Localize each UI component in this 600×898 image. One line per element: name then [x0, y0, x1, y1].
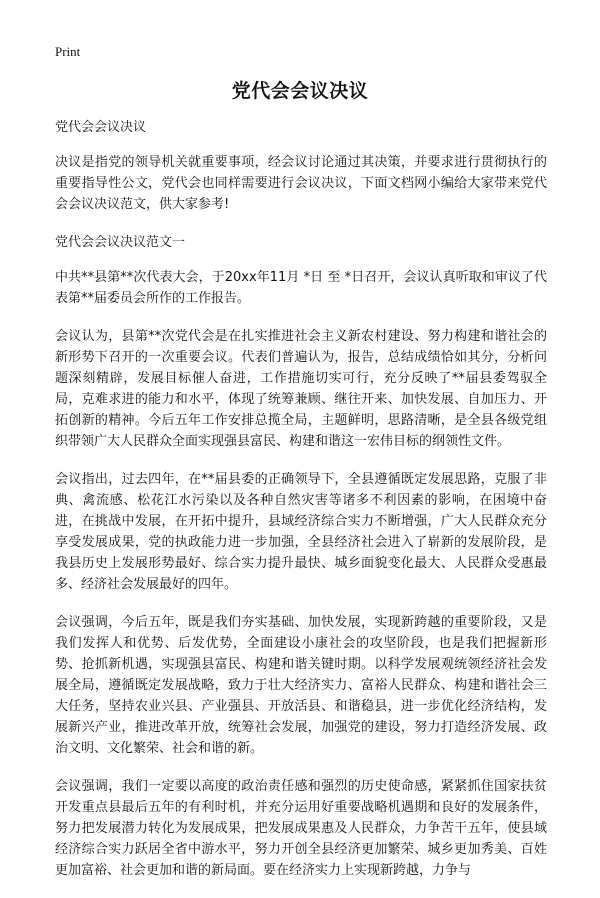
intro-paragraph: 决议是指党的领导机关就重要事项，经会议讨论通过其决策，并要求进行贯彻执行的重要指导性公文，党代会也同样需要进行会议决议，下面文档网小编给大家带来党代会会议决议范文，供大家参考!: [55, 155, 547, 212]
document-body: [55, 117, 547, 898]
body-paragraph: 会议强调，今后五年，既是我们夯实基础、加快发展，实现新跨越的重要阶段，又是我们发挥人和优势、后发优势，全面建设小康社会的攻坚阶段，也是我们把握新形势、抢抓新机遇，实现强县富民、构建和谐关键时期。以科学发展观统领经济社会发展全局，遵循既定发展战略，致力于壮大经济实力、富裕人民群众、构建和谐社会三大任务，坚持农业兴县、产业强县、开放活县、和谐稳县，进一步优化经济结构，发展新兴产业，推进改革开放，统筹社会发展，加强党的建设，努力打造经济发展、政治文明、文化繁荣、社会和谐的新。: [55, 615, 547, 756]
body-paragraph: 会议强调，我们一定要以高度的政治责任感和强烈的历史使命感，紧紧抓住国家扶贫开发重点县最后五年的有利时机，并充分运用好重要战略机遇期和良好的发展条件，努力把发展潜力转化为发展成果，把发展成果惠及人民群众，力争苦干五年，使县域经济综合实力跃居全省中游水平，努力开创全县经济更加繁荣、城乡更加秀美、百姓更加富裕、社会更加和谐的新局面。要在经济实力上实现新跨越，力争与: [55, 779, 547, 878]
example-heading: 党代会会议决议范文一: [55, 235, 186, 250]
print-link[interactable]: Print: [55, 44, 81, 59]
body-paragraph: 会议认为，县第**次党代会是在扎实推进社会主义新农村建设、努力构建和谐社会的新形势下召开的一次重要会议。代表们普遍认为，报告，总结成绩恰如其分，分析问题深刻精辟，发展目标催人奋进，工作措施切实可行，充分反映了**届县委驾驭全局，克难求进的能力和水平，体现了统筹兼顾、继往开来、加快发展、自加压力、开拓创新的精神。今后五年工作安排总揽全局，主题鲜明，思路清晰，是全县各级党组织带领广大人民群众全面实现强县富民、构建和谐这一宏伟目标的纲领性文件。: [55, 329, 547, 449]
body-paragraph: 中共**县第**次代表大会，于20xx年11月 *日 至 *日召开，会议认真听取和审议了代表第**届委员会所作的工作报告。: [55, 270, 547, 306]
section-heading: 党代会会议决议: [55, 120, 147, 135]
document-title: 党代会会议决议: [231, 80, 369, 102]
body-paragraph: 会议指出，过去四年，在**届县委的正确领导下，全县遵循既定发展思路，克服了非典、禽流感、松花江水污染以及各种自然灾害等诸多不利因素的影响，在困境中奋进，在挑战中发展，在开拓中提升，县域经济综合实力不断增强，广大人民群众充分享受发展成果，党的执政能力进一步加强，全县经济社会进入了崭新的发展阶段，是我县历史上发展形势最好、综合实力提升最快、城乡面貌变化最大、人民群众受惠最多、经济社会发展最好的四年。: [55, 472, 547, 592]
